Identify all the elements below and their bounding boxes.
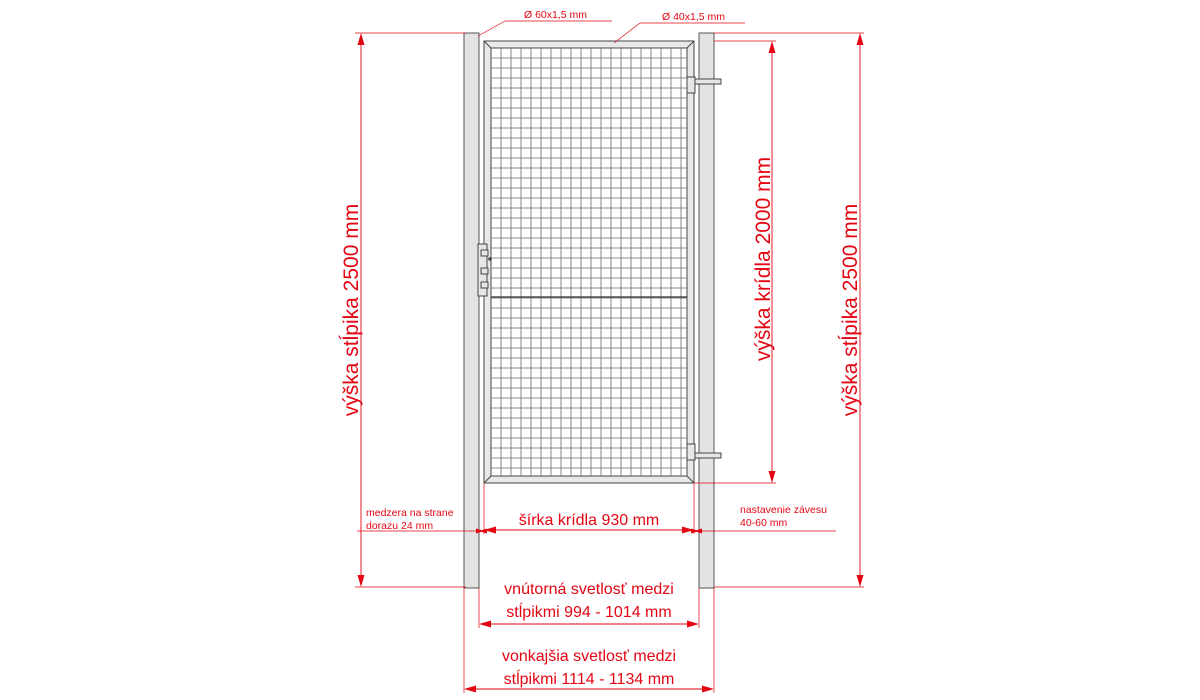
svg-text:stĺpikmi 1114 - 1134 mm: stĺpikmi 1114 - 1134 mm: [503, 671, 675, 688]
svg-text:vonkajšia svetlosť medzi: vonkajšia svetlosť medzi: [501, 648, 677, 665]
left-post: [464, 33, 479, 588]
right-post-height-label: výška stĺpika 2500 mm: [839, 203, 862, 417]
gate-wing: [484, 41, 694, 483]
svg-text:40-60 mm: 40-60 mm: [740, 517, 788, 529]
svg-text:Ø 60x1,5 mm: Ø 60x1,5 mm: [524, 9, 588, 21]
wing-width-label: šírka krídla 930 mm: [518, 512, 660, 529]
inner-clearance-dimension: [479, 581, 699, 628]
svg-text:medzera na strane: medzera na strane: [366, 507, 454, 519]
svg-text:vnútorná svetlosť medzi: vnútorná svetlosť medzi: [504, 581, 674, 598]
right-post: [699, 33, 714, 588]
svg-text:Ø 40x1,5 mm: Ø 40x1,5 mm: [662, 11, 726, 23]
wing-height-label: výška krídla 2000 mm: [752, 156, 775, 362]
wing-width-dimension: [484, 483, 694, 534]
left-post-height-label: výška stĺpika 2500 mm: [340, 203, 363, 417]
svg-text:nastavenie závesu: nastavenie závesu: [740, 504, 827, 516]
post-diameter-callout: [478, 9, 612, 36]
svg-text:stĺpikmi 994 - 1014 mm: stĺpikmi 994 - 1014 mm: [506, 604, 672, 621]
frame-diameter-callout: [614, 11, 745, 43]
gate-frame-inner: [491, 48, 687, 476]
svg-text:dorazu 24 mm: dorazu 24 mm: [366, 520, 434, 532]
left-post-height-dimension: [339, 33, 466, 587]
